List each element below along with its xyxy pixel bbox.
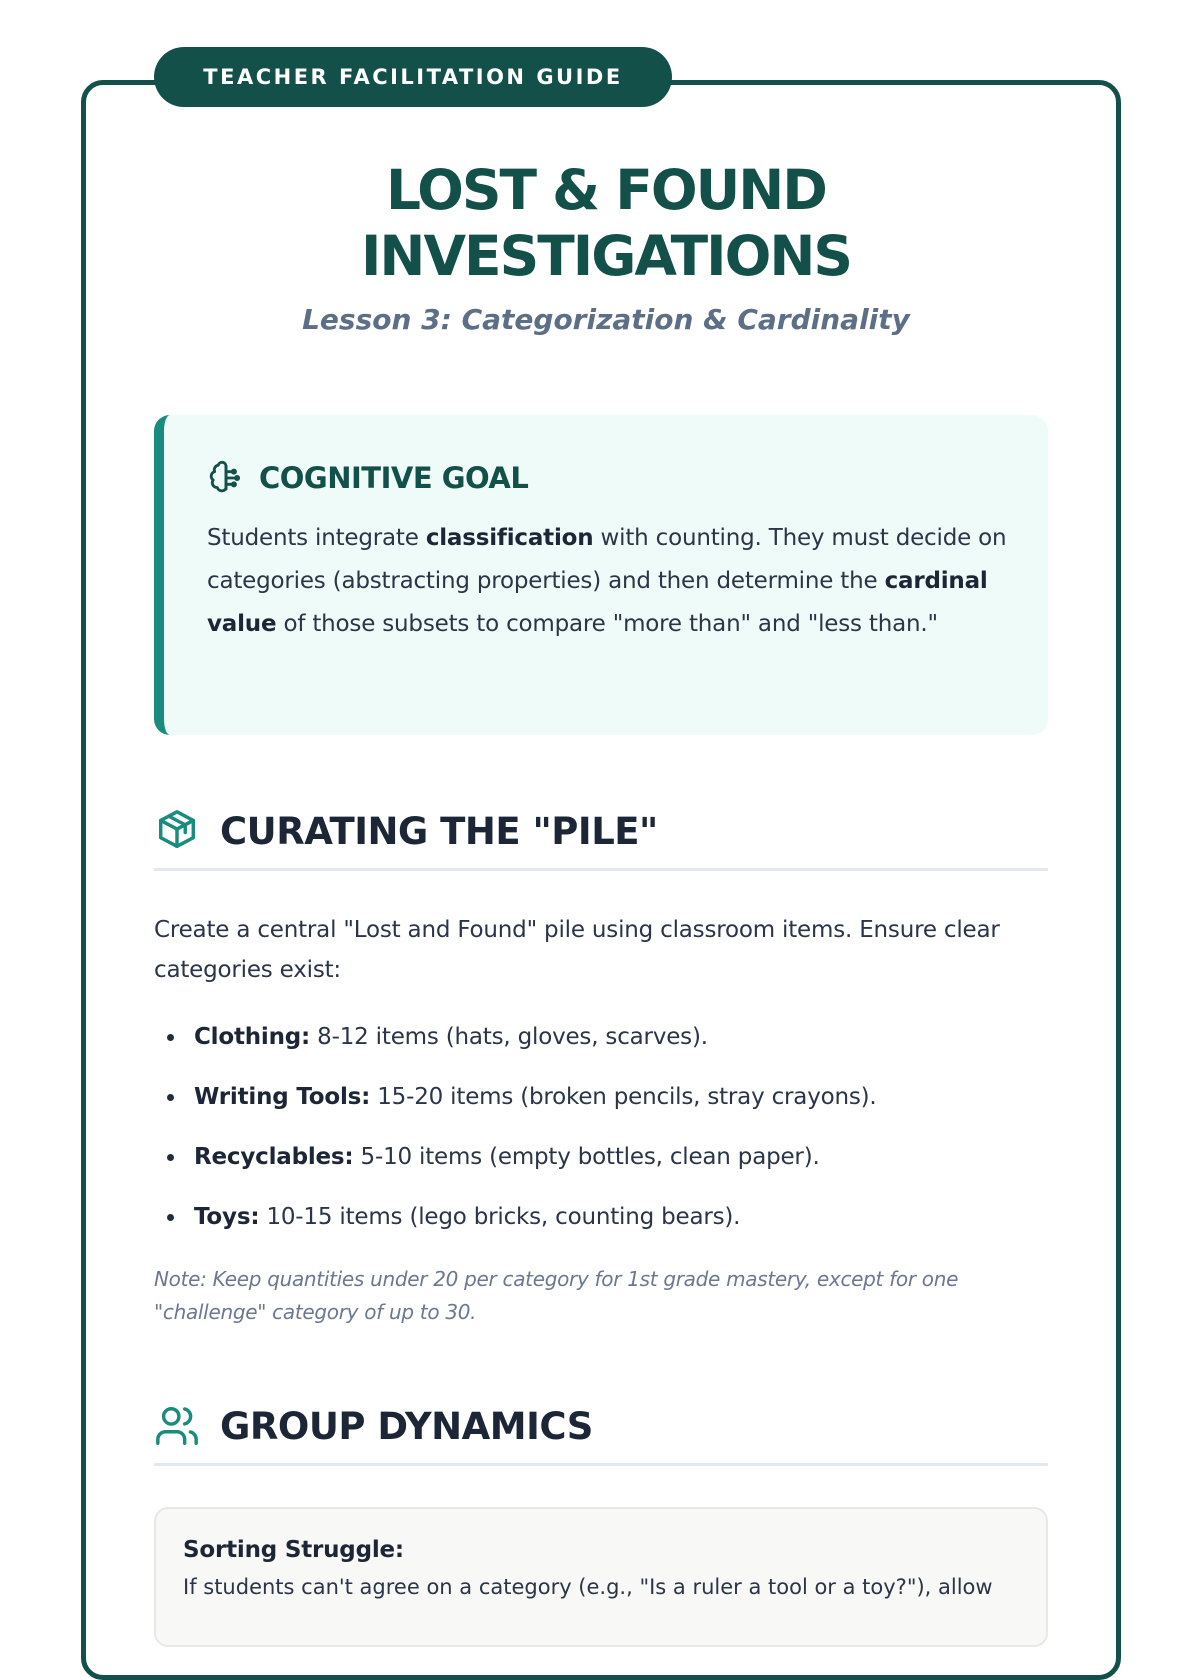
category-detail: 10-15 items (lego bricks, counting bears). — [259, 1204, 741, 1230]
category-label: Toys: — [194, 1204, 260, 1230]
users-icon — [154, 1403, 200, 1449]
list-item — [154, 1017, 1048, 1077]
category-list — [154, 1017, 1048, 1257]
pile-section-title: CURATING THE "PILE" — [220, 809, 658, 853]
page-title-line-2: INVESTIGATIONS — [360, 224, 852, 288]
list-item — [154, 1137, 1048, 1197]
cognitive-goal-text — [207, 517, 1008, 646]
category-detail: 5-10 items (empty bottles, clean paper). — [353, 1144, 820, 1170]
guide-type-badge: TEACHER FACILITATION GUIDE — [154, 47, 672, 107]
brain-icon — [207, 459, 245, 497]
goal-text-part: Students integrate — [207, 525, 426, 551]
cognitive-goal-box — [154, 415, 1048, 735]
quantity-note: Note: Keep quantities under 20 per category for 1st grade mastery, except for one "challenge" category of up to 30. — [154, 1267, 959, 1324]
list-item — [154, 1197, 1048, 1257]
tip-title: Sorting Struggle: — [183, 1537, 404, 1563]
page-title — [81, 157, 1131, 289]
sorting-struggle-tip — [154, 1507, 1048, 1647]
cognitive-goal-title: COGNITIVE GOAL — [259, 461, 529, 495]
list-item — [154, 1077, 1048, 1137]
box-icon — [154, 808, 200, 854]
lesson-subtitle: Lesson 3: Categorization & Cardinality — [302, 303, 910, 336]
page-title-line-1: LOST & FOUND — [386, 158, 826, 222]
goal-term-cardinal-value: cardinal value — [207, 568, 988, 637]
cognitive-goal-header — [207, 459, 1008, 497]
category-label: Recyclables: — [194, 1144, 354, 1170]
group-section-header — [154, 1403, 1048, 1466]
goal-text-part: with counting. They must decide on categories (abstracting properties) and then determine the — [207, 525, 1007, 594]
pile-intro: Create a central "Lost and Found" pile using classroom items. Ensure clear categories exist: — [154, 917, 1000, 983]
group-section-title: GROUP DYNAMICS — [220, 1404, 593, 1448]
category-detail: 15-20 items (broken pencils, stray crayons). — [370, 1084, 877, 1110]
category-label: Writing Tools: — [194, 1084, 371, 1110]
pile-section-header — [154, 808, 1048, 871]
tip-text: If students can't agree on a category (e.g., "Is a ruler a tool or a toy?"), allow — [183, 1575, 993, 1599]
category-detail: 8-12 items (hats, gloves, scarves). — [310, 1024, 708, 1050]
goal-text-part: of those subsets to compare "more than" and "less than." — [276, 611, 938, 637]
goal-term-classification: classification — [425, 525, 594, 551]
category-label: Clothing: — [194, 1024, 311, 1050]
